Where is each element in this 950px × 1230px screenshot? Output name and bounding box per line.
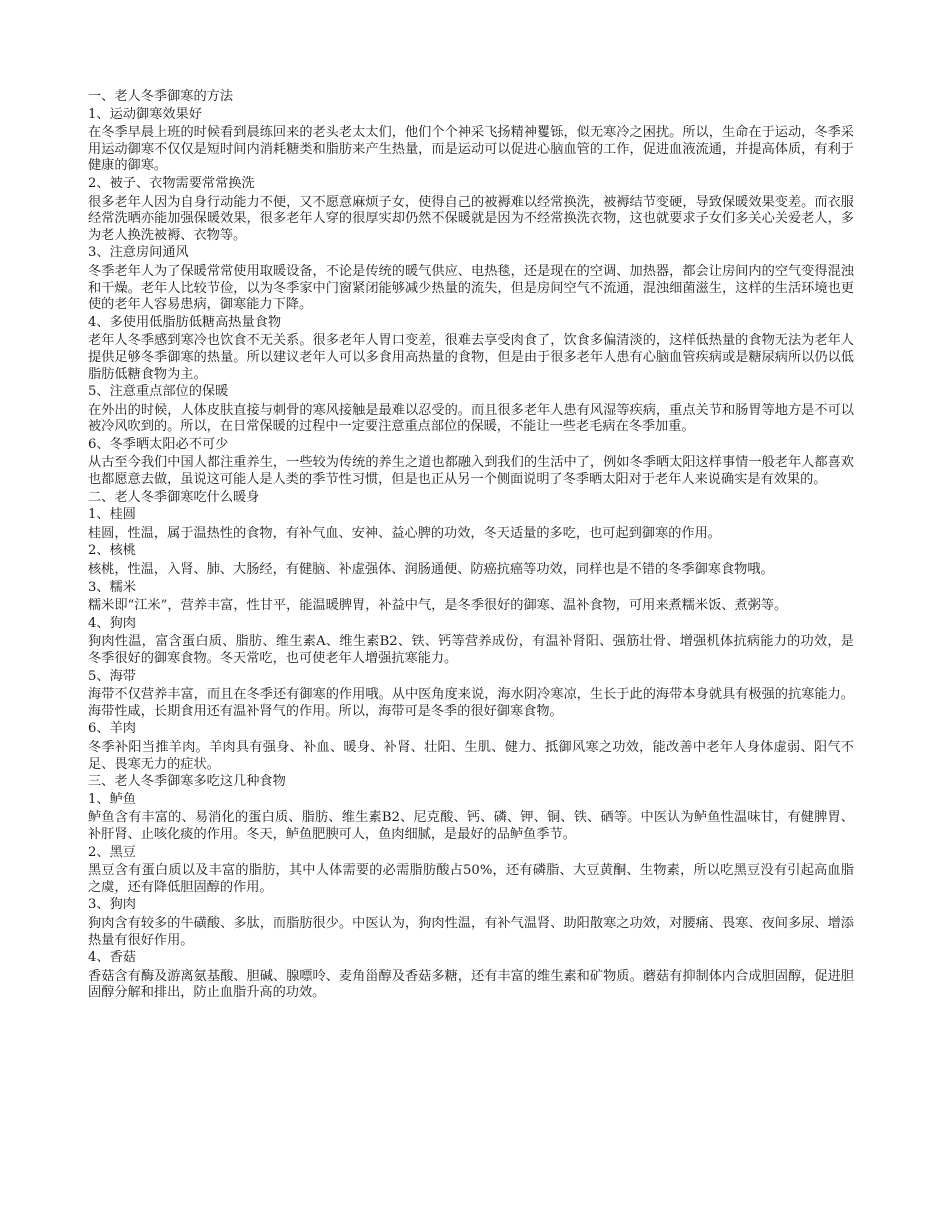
section-heading: 6、冬季晒太阳必不可少 (88, 436, 229, 452)
body-paragraph: 狗肉性温，富含蛋白质、脂肪、维生素A、维生素B2、铁、钙等营养成份，有温补肾阳、强筋壮骨、增强机体抗病能力的功效，是冬季很好的御寒食物。冬天常吃，也可使老年人增强抗寒能力。 (88, 634, 854, 666)
section-heading: 2、核桃 (88, 543, 136, 559)
body-paragraph: 从古至今我们中国人都注重养生，一些较为传统的养生之道也都融入到我们的生活中了，例如冬季晒太阳这样事情一般老年人都喜欢也都愿意去做，虽说这可能人是人类的季节性习惯，但是也正从另一个侧面说明了冬季晒太阳对于老年人来说确实是有效果的。 (88, 455, 854, 488)
section-heading: 2、被子、衣物需要常常换洗 (88, 175, 255, 191)
body-paragraph: 冬季老年人为了保暖常常使用取暖设备，不论是传统的暖气供应、电热毯，还是现在的空调、加热器，都会让房间内的空气变得混浊和干燥。老年人比较节俭，以为冬季家中门窗紧闭能够减少热量的流失，但是房间空气不流通，混浊细菌滋生，这样的生活环境也更使的老年人容易患病，御寒能力下降。 (88, 263, 854, 313)
body-paragraph: 核桃，性温，入肾、肺、大肠经，有健脑、补虚强体、润肠通便、防癌抗癌等功效，同样也是不错的冬季御寒食物哦。 (88, 562, 774, 578)
section-heading: 二、老人冬季御寒吃什么暖身 (88, 489, 260, 505)
body-paragraph: 在外出的时候，人体皮肤直接与刺骨的寒风接触是最难以忍受的。而且很多老年人患有风湿等疾病，重点关节和肠胃等地方是不可以被冷风吹到的。所以，在日常保暖的过程中一定要注意重点部位的保暖，不能让一些老毛病在冬季加重。 (88, 402, 854, 435)
section-heading: 1、鲈鱼 (88, 791, 136, 807)
body-paragraph: 冬季补阳当推羊肉。羊肉具有强身、补血、暖身、补肾、壮阳、生肌、健力、抵御风寒之功效，能改善中老年人身体虚弱、阳气不足、畏寒无力的症状。 (88, 739, 854, 772)
section-heading: 3、注意房间通风 (88, 245, 189, 261)
document-body (88, 88, 854, 1002)
section-heading: 6、羊肉 (88, 721, 136, 737)
section-heading: 一、老人冬季御寒的方法 (88, 89, 234, 104)
section-heading: 2、黑豆 (88, 844, 136, 860)
body-paragraph: 糯米即“江米”，营养丰富，性甘平，能温暖脾胃，补益中气，是冬季很好的御寒、温补食物，可用来煮糯米饭、煮粥等。 (88, 598, 788, 614)
section-heading: 5、注意重点部位的保暖 (88, 384, 229, 400)
body-paragraph: 很多老年人因为自身行动能力不便，又不愿意麻烦子女，使得自己的被褥难以经常换洗，被褥结节变硬，导致保暖效果变差。而衣服经常洗晒亦能加强保暖效果，很多老年人穿的很厚实却仍然不保暖就是因为不经常换洗衣物，这也就要求子女们多关心关爱老人，多为老人换洗被褥、衣物等。 (88, 194, 854, 243)
body-paragraph: 鲈鱼含有丰富的、易消化的蛋白质、脂肪、维生素B2、尼克酸、钙、磷、钾、铜、铁、硒等。中医认为鲈鱼性温味甘，有健脾胃、补肝肾、止咳化痰的作用。冬天，鲈鱼肥腴可人，鱼肉细腻，是最好的品鲈鱼季节。 (88, 810, 854, 842)
section-heading: 三、老人冬季御寒多吃这几种食物 (88, 774, 286, 790)
section-heading: 5、海带 (88, 668, 136, 684)
body-paragraph: 香菇含有酶及游离氨基酸、胆碱、腺嘌呤、麦角甾醇及香菇多糖，还有丰富的维生素和矿物质。蘑菇有抑制体内合成胆固醇，促进胆固醇分解和排出，防止血脂升高的功效。 (88, 968, 854, 1001)
body-paragraph: 在冬季早晨上班的时候看到晨练回来的老头老太太们，他们个个神采飞扬精神矍铄，似无寒冷之困扰。所以，生命在于运动，冬季采用运动御寒不仅仅是短时间内消耗糖类和脂肪来产生热量，而是运动可以促进心脑血管的工作，促进血液流通，并提高体质，有利于健康的御寒。 (88, 125, 854, 174)
body-paragraph: 狗肉含有较多的牛磺酸、多肽，而脂肪很少。中医认为，狗肉性温，有补气温肾、助阳散寒之功效，对腰痛、畏寒、夜间多尿、增添热量有很好作用。 (88, 915, 854, 948)
body-paragraph: 海带不仅营养丰富，而且在冬季还有御寒的作用哦。从中医角度来说，海水阴冷寒凉，生长于此的海带本身就具有极强的抗寒能力。海带性咸，长期食用还有温补肾气的作用。所以，海带可是冬季的很好御寒食物。 (88, 687, 854, 719)
section-heading: 4、多使用低脂肪低糖高热量食物 (88, 314, 282, 330)
section-heading: 3、糯米 (88, 579, 136, 595)
section-heading: 4、香菇 (88, 950, 136, 966)
section-heading: 4、狗肉 (88, 615, 136, 631)
section-heading: 1、桂圆 (88, 507, 136, 523)
body-paragraph: 桂圆，性温，属于温热性的食物，有补气血、安神、益心脾的功效，冬天适量的多吃，也可起到御寒的作用。 (88, 525, 721, 541)
body-paragraph: 黑豆含有蛋白质以及丰富的脂肪，其中人体需要的必需脂肪酸占50%，还有磷脂、大豆黄酮、生物素，所以吃黑豆没有引起高血脂之虞，还有降低胆固醇的作用。 (88, 863, 854, 895)
body-paragraph: 老年人冬季感到寒冷也饮食不无关系。很多老年人胃口变差，很难去享受肉食了，饮食多偏清淡的，这样低热量的食物无法为老年人提供足够冬季御寒的热量。所以建议老年人可以多食用高热量的食物，但是由于很多老年人患有心脑血管疾病或是糖尿病所以仍以低脂肪低糖食物为主。 (88, 333, 854, 382)
section-heading: 1、运动御寒效果好 (88, 106, 202, 122)
section-heading: 3、狗肉 (88, 897, 136, 913)
